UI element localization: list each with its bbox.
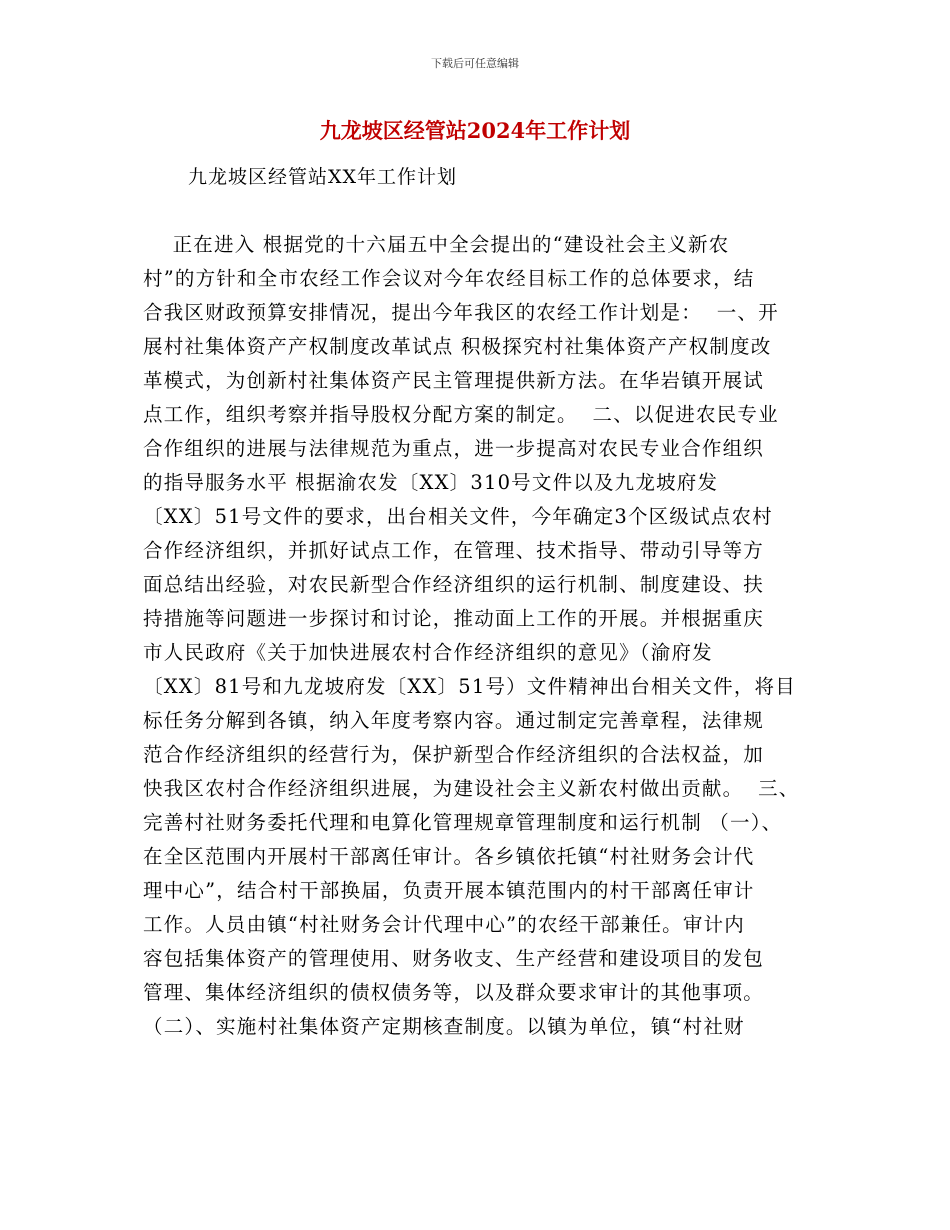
document-body [143, 228, 823, 1044]
body-line: 合我区财政预算安排情况，提出今年我区的农经工作计划是： 一、开 [143, 301, 779, 324]
body-line: 的指导服务水平 根据渝农发〔XX〕310号文件以及九龙坡府发 [143, 471, 719, 494]
body-line: 快我区农村合作经济组织进展，为建设社会主义新农村做出贡献。 三、 [143, 777, 800, 800]
body-line: 标任务分解到各镇，纳入年度考察内容。通过制定完善章程，法律规 [143, 709, 765, 732]
body-line: 容包括集体资产的管理使用、财务收支、生产经营和建设项目的发包 [143, 947, 765, 970]
document-subtitle: 九龙坡区经管站XX年工作计划 [188, 166, 458, 188]
body-line: 革模式，为创新村社集体资产民主管理提供新方法。在华岩镇开展试 [143, 369, 765, 392]
body-line: 正在进入 根据党的十六届五中全会提出的“建设社会主义新农 [143, 233, 730, 256]
body-line: 〔XX〕51号文件的要求，出台相关文件，今年确定3个区级试点农村 [143, 505, 773, 528]
body-line: 管理、集体经济组织的债权债务等，以及群众要求审计的其他事项。 [143, 981, 765, 1004]
body-line: （二）、实施村社集体资产定期核查制度。以镇为单位，镇“村社财 [143, 1015, 745, 1038]
body-line: 市人民政府《关于加快进展农村合作经济组织的意见》（渝府发 [143, 641, 713, 664]
body-line: 范合作经济组织的经营行为，保护新型合作经济组织的合法权益，加 [143, 743, 765, 766]
body-line: 点工作，组织考察并指导股权分配方案的制定。 二、以促进农民专业 [143, 403, 779, 426]
body-line: 面总结出经验，对农民新型合作经济组织的运行机制、制度建设、扶 [143, 573, 765, 596]
body-line: 持措施等问题进一步探讨和讨论，推动面上工作的开展。并根据重庆 [143, 607, 765, 630]
body-line: 村”的方针和全市农经工作会议对今年农经目标工作的总体要求，结 [143, 267, 755, 290]
body-line: 工作。人员由镇“村社财务会计代理中心”的农经干部兼任。审计内 [143, 913, 745, 936]
body-line: 合作组织的进展与法律规范为重点，进一步提高对农民专业合作组织 [143, 437, 765, 460]
body-line: 完善村社财务委托代理和电算化管理规章管理制度和运行机制 （一）、 [143, 811, 783, 834]
header-note: 下载后可任意编辑 [431, 57, 519, 70]
body-line: 展村社集体资产产权制度改革试点 积极探究村社集体资产产权制度改 [143, 335, 772, 358]
document-title: 九龙坡区经管站2024年工作计划 [319, 118, 631, 143]
body-line: 合作经济组织，并抓好试点工作，在管理、技术指导、带动引导等方 [143, 539, 765, 562]
body-line: 理中心”，结合村干部换届，负责开展本镇范围内的村干部离任审计 [143, 879, 755, 902]
body-line: 在全区范围内开展村干部离任审计。各乡镇依托镇“村社财务会计代 [143, 845, 755, 868]
body-line: 〔XX〕81号和九龙坡府发〔XX〕51号）文件精神出台相关文件，将目 [143, 675, 796, 698]
